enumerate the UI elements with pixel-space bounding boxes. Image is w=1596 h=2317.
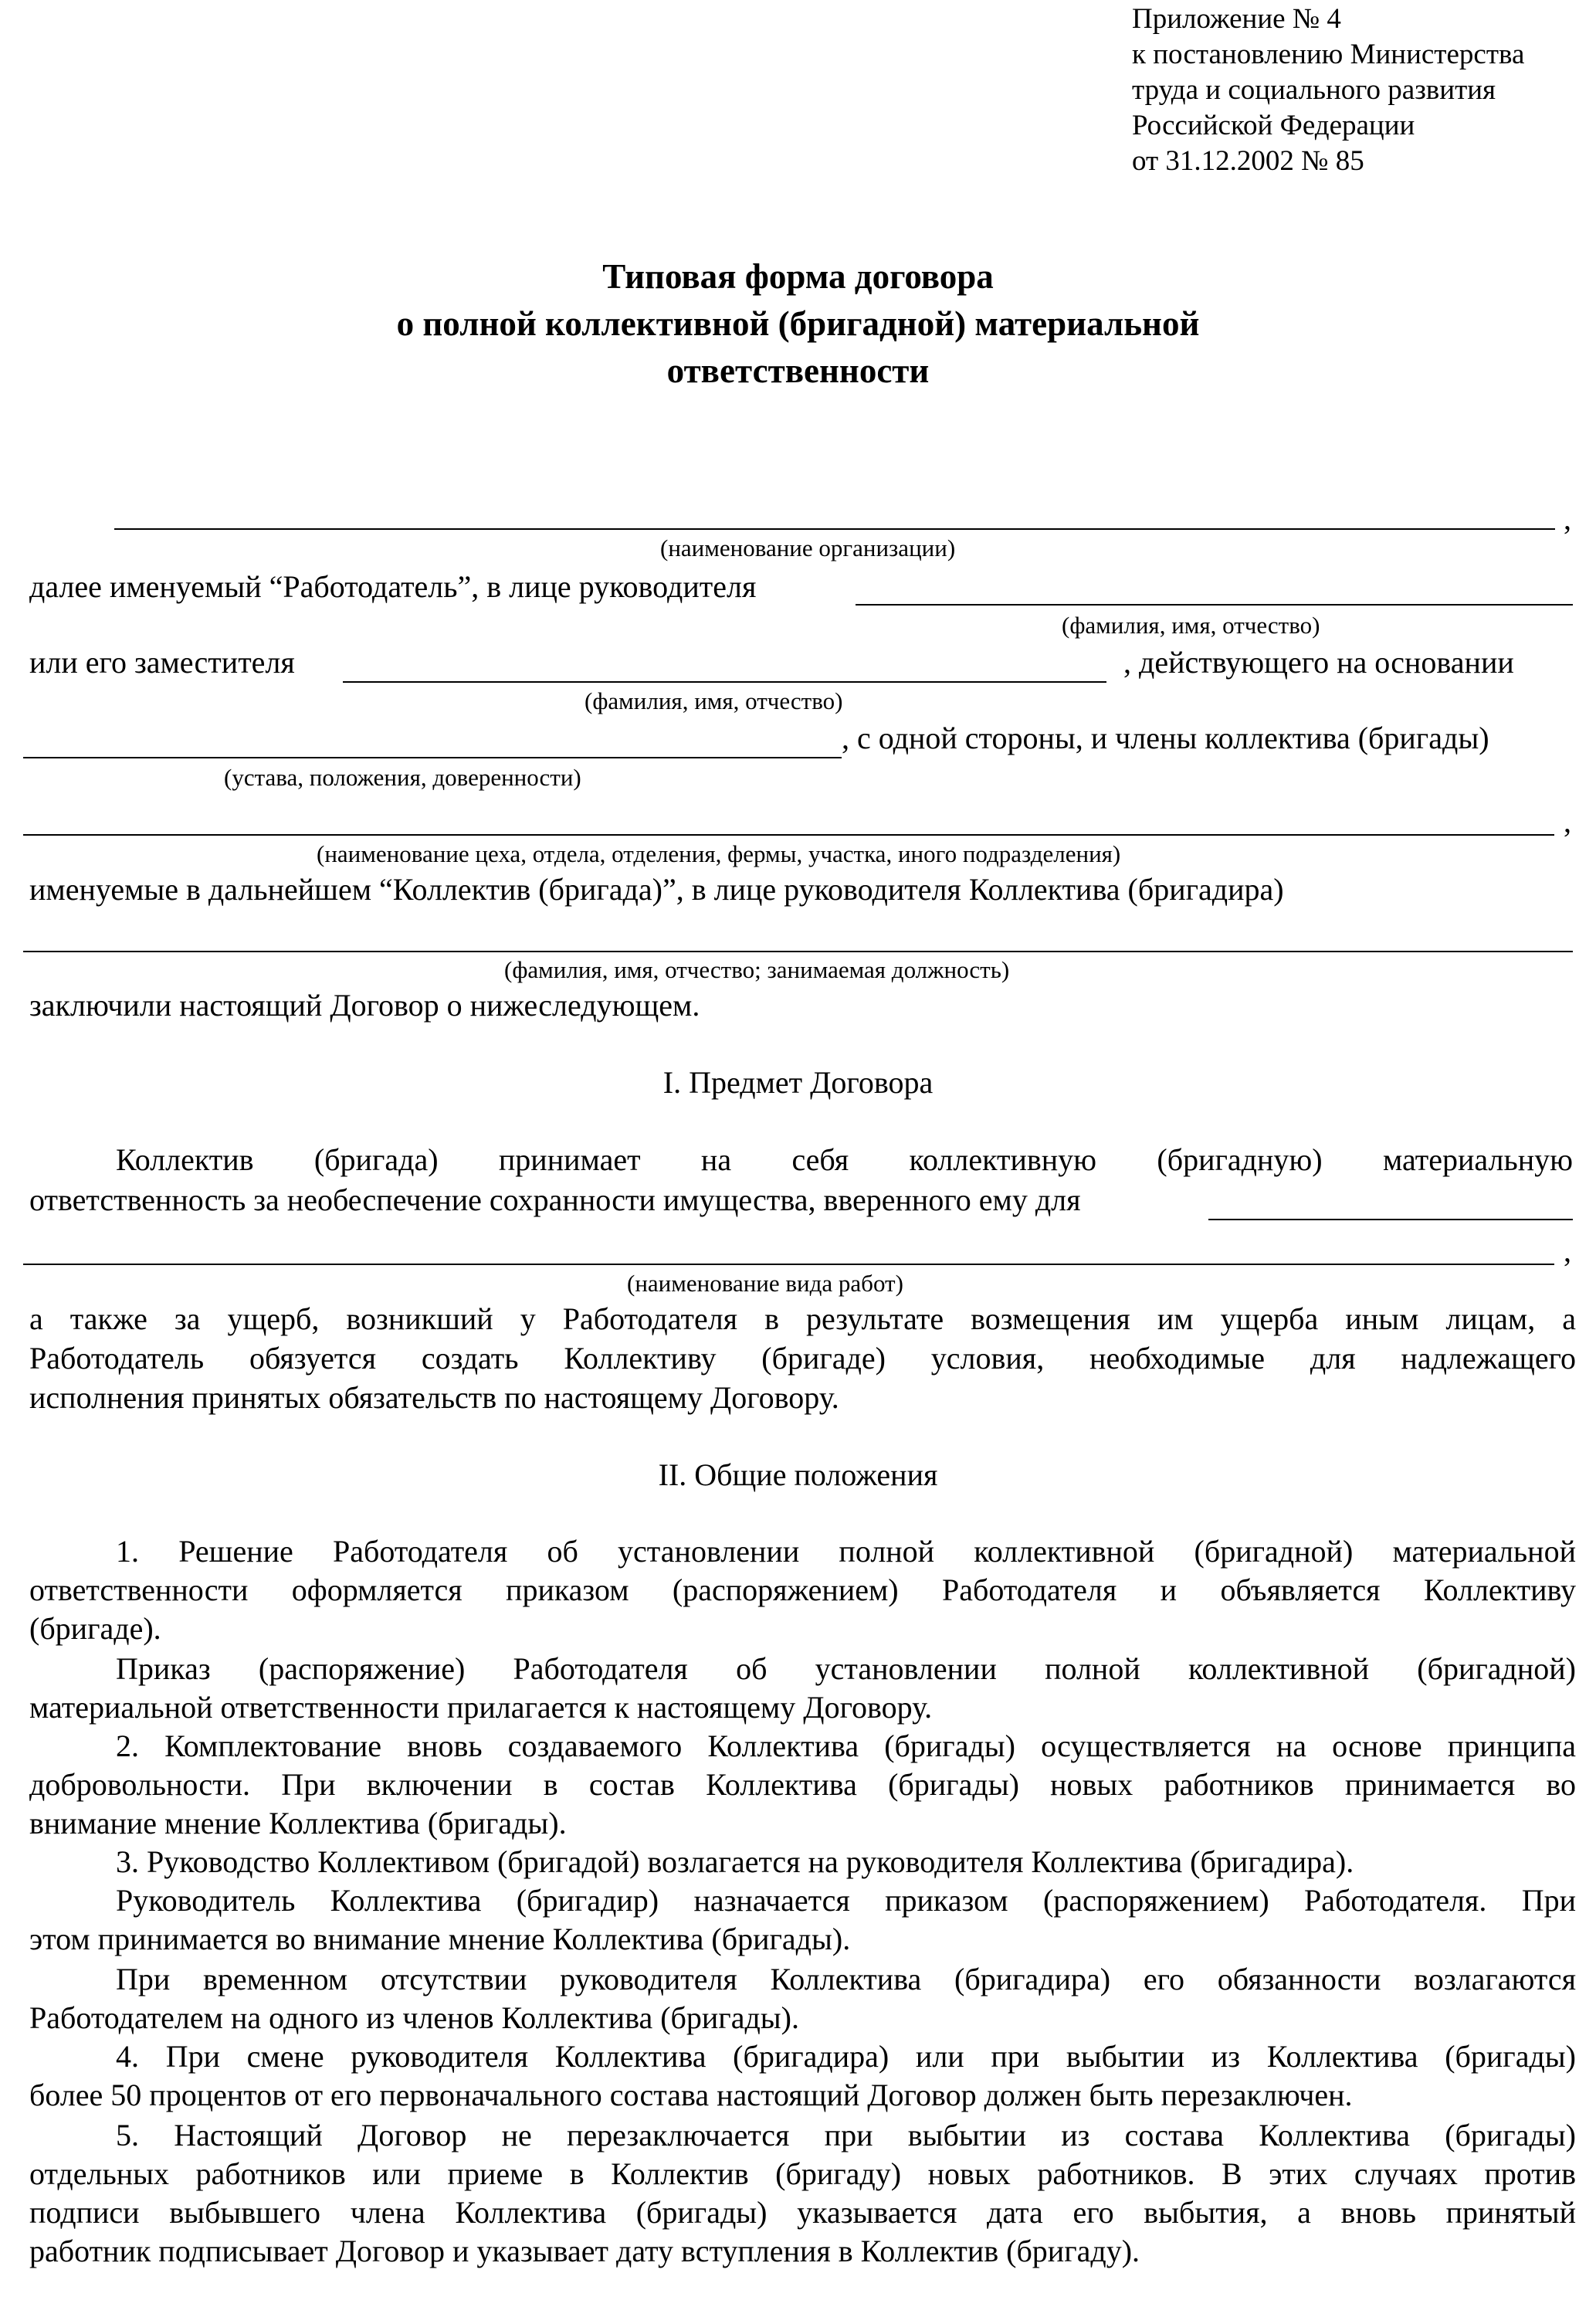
paragraph-line: подписи выбывшего члена Коллектива (бригады) указывается дата его выбытия, а вновь принятый bbox=[29, 2195, 1576, 2230]
foreman-blank-line bbox=[23, 951, 1573, 952]
collective-text: именуемые в дальнейшем “Коллектив (бригада)”, в лице руководителя Коллектива (бригадира) bbox=[29, 872, 1284, 907]
director-fio-blank-line bbox=[856, 604, 1573, 606]
one-side-text: , с одной стороны, и члены коллектива (бригады) bbox=[842, 721, 1489, 755]
subject-line: а также за ущерб, возникший у Работодателя в результате возмещения им ущерба иным лицам, а bbox=[29, 1301, 1576, 1336]
appendix-date: от 31.12.2002 № 85 bbox=[1132, 145, 1364, 177]
paragraph-line: 4. При смене руководителя Коллектива (бригадира) или при выбытии из Коллектива (бригады) bbox=[116, 2039, 1576, 2074]
work-type-blank-line bbox=[23, 1264, 1554, 1265]
paragraph-line: отдельных работников или приеме в Коллектив (бригаду) новых работников. В этих случаях против bbox=[29, 2156, 1576, 2191]
deputy-text: или его заместителя bbox=[29, 645, 295, 680]
comma: , bbox=[1564, 804, 1571, 839]
paragraph bbox=[29, 1727, 1576, 1843]
paragraph-line: Приказ (распоряжение) Работодателя об установлении полной коллективной (бригадной) bbox=[116, 1651, 1576, 1686]
comma: , bbox=[1564, 1233, 1571, 1268]
paragraph bbox=[29, 1881, 1576, 1959]
subject-line: Коллектив (бригада) принимает на себя коллективную (бригадную) материальную bbox=[116, 1142, 1573, 1177]
appendix-ref-line: к постановлению Министерства bbox=[1132, 39, 1525, 70]
hint-fio: (фамилия, имя, отчество) bbox=[585, 687, 843, 714]
paragraph-line: работник подписывает Договор и указывает дату вступления в Коллектив (бригаду). bbox=[29, 2234, 1140, 2268]
appendix-header bbox=[1132, 2, 1524, 179]
hint-organization: (наименование организации) bbox=[660, 534, 956, 561]
subject-line: Работодатель обязуется создать Коллективу (бригаде) условия, необходимые для надлежащего bbox=[29, 1341, 1576, 1376]
acting-basis-text: , действующего на основании bbox=[1123, 645, 1514, 680]
section-heading: II. Общие положения bbox=[658, 1457, 938, 1492]
paragraph-line: добровольности. При включении в состав Коллектива (бригады) новых работников принимается во bbox=[29, 1767, 1576, 1802]
appendix-number: Приложение № 4 bbox=[1132, 3, 1341, 35]
paragraph-line: 5. Настоящий Договор не перезаключается при выбытии из состава Коллектива (бригады) bbox=[116, 2118, 1576, 2152]
comma: , bbox=[1564, 501, 1571, 536]
paragraph-line: более 50 процентов от его первоначального состава настоящий Договор должен быть перезаключен. bbox=[29, 2078, 1353, 2112]
hint-department: (наименование цеха, отдела, отделения, фермы, участка, иного подразделения) bbox=[317, 840, 1121, 867]
paragraph-line: 2. Комплектование вновь создаваемого Коллектива (бригады) осуществляется на основе принципа bbox=[116, 1728, 1576, 1763]
concluded-text: заключили настоящий Договор о нижеследующем. bbox=[29, 988, 700, 1023]
subject-line: исполнения принятых обязательств по настоящему Договору. bbox=[29, 1380, 839, 1415]
paragraph-line: ответственности оформляется приказом (распоряжением) Работодателя и объявляется Коллективу bbox=[29, 1572, 1576, 1607]
deputy-fio-blank-line bbox=[343, 681, 1106, 683]
employer-text: далее именуемый “Работодатель”, в лице руководителя bbox=[29, 569, 757, 604]
work-blank-line bbox=[1208, 1219, 1573, 1220]
paragraph-line: (бригаде). bbox=[29, 1611, 161, 1646]
document-title bbox=[0, 253, 1596, 395]
paragraph-line: этом принимается во внимание мнение Коллектива (бригады). bbox=[29, 1922, 851, 1956]
paragraph-line: Работодателем на одного из членов Коллектива (бригады). bbox=[29, 2000, 799, 2035]
department-blank-line bbox=[23, 834, 1554, 836]
paragraph bbox=[29, 2037, 1576, 2115]
title-line: ответственности bbox=[666, 351, 930, 390]
paragraph-line: внимание мнение Коллектива (бригады). bbox=[29, 1806, 567, 1840]
paragraph-line: При временном отсутствии руководителя Коллектива (бригадира) его обязанности возлагаются bbox=[116, 1962, 1576, 1996]
section-heading: I. Предмет Договора bbox=[662, 1065, 934, 1100]
title-line: Типовая форма договора bbox=[602, 257, 994, 296]
title-line: о полной коллективной (бригадной) материальной bbox=[396, 304, 1200, 343]
subject-line: ответственность за необеспечение сохранности имущества, вверенного ему для bbox=[29, 1182, 1081, 1217]
paragraph bbox=[29, 2116, 1576, 2271]
paragraph-line: материальной ответственности прилагается к настоящему Договору. bbox=[29, 1690, 933, 1725]
hint-work-type: (наименование вида работ) bbox=[627, 1270, 903, 1297]
paragraph bbox=[29, 1960, 1576, 2037]
paragraph-line: 1. Решение Работодателя об установлении полной коллективной (бригадной) материальной bbox=[116, 1534, 1576, 1569]
appendix-ref-line: Российской Федерации bbox=[1132, 110, 1415, 141]
appendix-ref-line: труда и социального развития bbox=[1132, 74, 1496, 106]
paragraph-line: 3. Руководство Коллективом (бригадой) возлагается на руководителя Коллектива (бригадира). bbox=[116, 1844, 1354, 1879]
hint-position: (фамилия, имя, отчество; занимаемая должность) bbox=[504, 956, 1010, 983]
organization-blank-line bbox=[114, 528, 1555, 530]
hint-fio: (фамилия, имя, отчество) bbox=[1062, 612, 1320, 639]
basis-blank-line bbox=[23, 757, 842, 758]
paragraph bbox=[29, 1532, 1576, 1648]
paragraph-line: Руководитель Коллектива (бригадир) назначается приказом (распоряжением) Работодателя. При bbox=[116, 1883, 1576, 1918]
hint-basis: (устава, положения, доверенности) bbox=[224, 764, 581, 791]
paragraph bbox=[29, 1843, 1576, 1881]
paragraph bbox=[29, 1650, 1576, 1727]
